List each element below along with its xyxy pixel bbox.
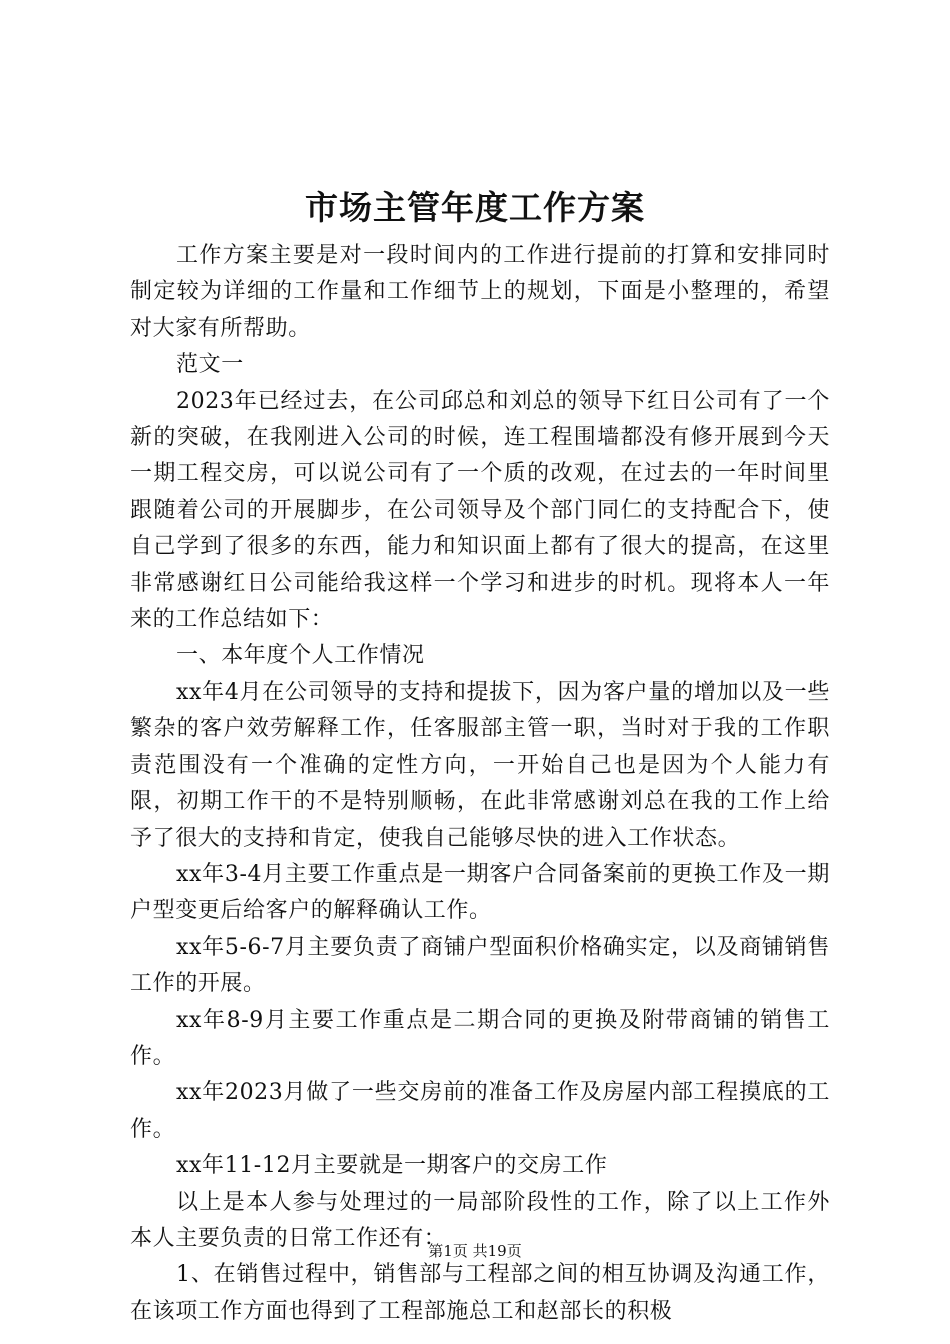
document-title: 市场主管年度工作方案 (305, 188, 645, 227)
paragraph-october: xx年2023月做了一些交房前的准备工作及房屋内部工程摸底的工作。 (130, 1080, 830, 1142)
paragraph-march-april: xx年3-4月主要工作重点是一期客户合同备案前的更换工作及一期户型变更后给客户的解释确认工作。 (130, 861, 830, 924)
section-heading-personal-work: 一、本年度个人工作情况 (176, 643, 425, 669)
paragraph-intro: 工作方案主要是对一段时间内的工作进行提前的打算和安排同时制定较为详细的工作量和工作细节上的规划，下面是小整理的，希望对大家有所帮助。 (130, 243, 830, 341)
paragraph-may-july: xx年5-6-7月主要负责了商铺户型面积价格确实定，以及商铺销售工作的开展。 (130, 934, 830, 997)
paragraph-sample-heading: 范文一 (176, 352, 244, 378)
document-body (130, 238, 830, 1330)
paragraph-item-1: 1、在销售过程中，销售部与工程部之间的相互协调及沟通工作，在该项工作方面也得到了工程部施总工和赵部长的积极 (130, 1262, 830, 1324)
paragraph-august-september: xx年8-9月主要工作重点是二期合同的更换及附带商铺的销售工作。 (130, 1007, 830, 1069)
paragraph-daily-work: 以上是本人参与处理过的一局部阶段性的工作，除了以上工作外本人主要负责的日常工作还有： (130, 1189, 830, 1251)
page-number-footer: 第1页 共19页 (428, 1242, 522, 1260)
paragraph-april: xx年4月在公司领导的支持和提拔下，因为客户量的增加以及一些繁杂的客户效劳解释工作，任客服部主管一职，当时对于我的工作职责范围没有一个准确的定性方向，一开始自己也是因为个人能力有限，初期工作干的不是特别顺畅，在此非常感谢刘总在我的工作上给予了很大的支持和肯定，使我自己能够尽快的进入工作状态。 (130, 679, 830, 851)
paragraph-year-review: 2023年已经过去，在公司邱总和刘总的领导下红日公司有了一个新的突破，在我刚进入公司的时候，连工程围墙都没有修开展到今天一期工程交房，可以说公司有了一个质的改观，在过去的一年时间里跟随着公司的开展脚步，在公司领导及个部门同仁的支持配合下，使自己学到了很多的东西，能力和知识面上都有了很大的提高，在这里非常感谢红日公司能给我这样一个学习和进步的时机。现将本人一年来的工作总结如下： (130, 388, 830, 633)
paragraph-november-december: xx年11-12月主要就是一期客户的交房工作 (176, 1153, 608, 1179)
